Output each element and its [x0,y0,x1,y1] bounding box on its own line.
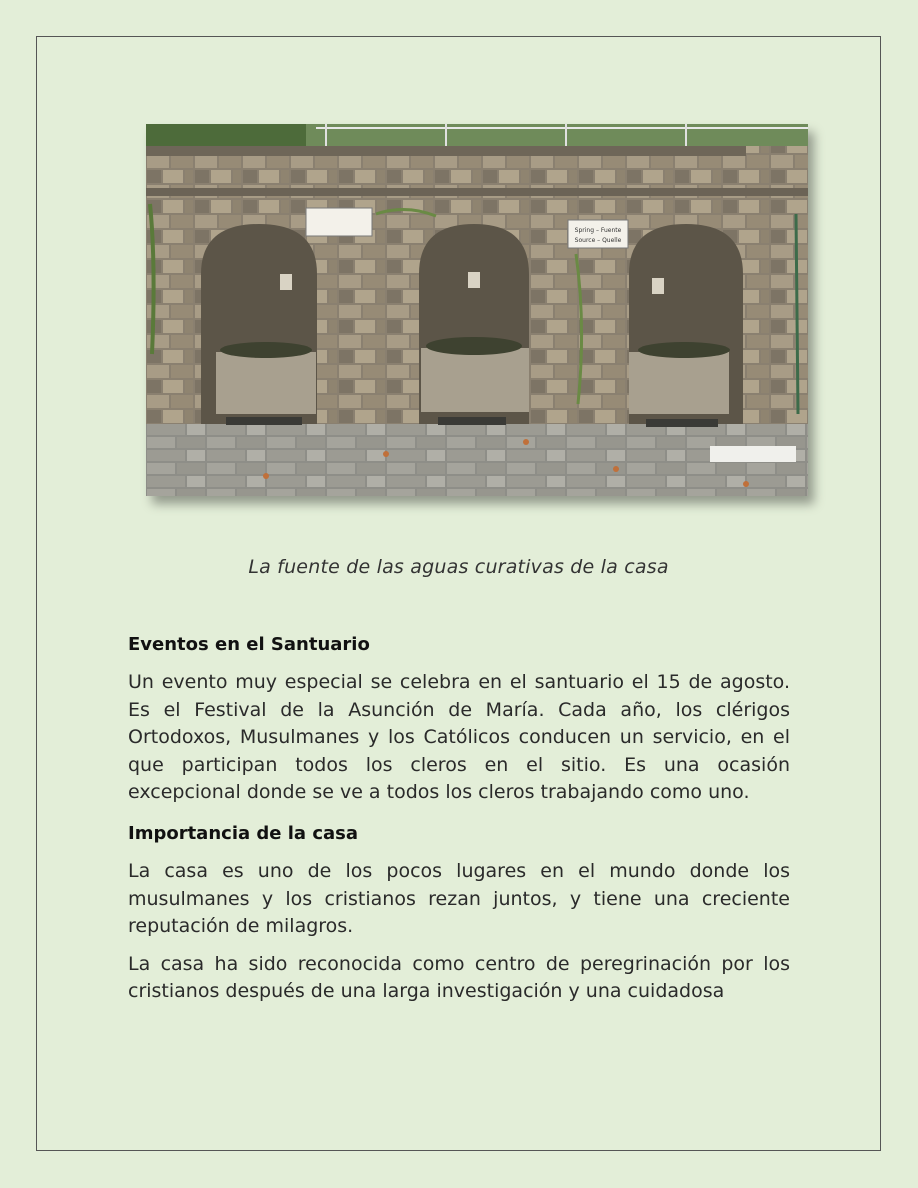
svg-text:Source – Quelle: Source – Quelle [574,237,622,244]
paragraph-importancia-1: La casa es uno de los pocos lugares en el mundo donde los musulmanes y los cristianos rezan juntos, y tiene una creciente reputación de milagros. [128,859,790,938]
figure-caption: La fuente de las aguas curativas de la casa [248,556,669,578]
paragraph-importancia-2: La casa ha sido reconocida como centro de peregrinación por los cristianos después de una larga investigación y una cuidadosa [128,952,790,1003]
section-heading-importancia: Importancia de la casa [128,822,359,844]
fountain-photo [146,124,808,496]
document-body [128,634,790,1016]
paragraph-eventos: Un evento muy especial se celebra en el santuario el 15 de agosto. Es el Festival de la Asunción de María. Cada año, los clérigos Ortodoxos, Musulmanes y los Católicos conducen un servicio, en el que participan todos los cleros en el sitio. Es una ocasión excepcional donde se ve a todos los cleros trabajando como uno. [128,671,790,804]
svg-text:Spring – Fuente: Spring – Fuente [574,227,622,234]
section-heading-eventos: Eventos en el Santuario [128,634,370,655]
